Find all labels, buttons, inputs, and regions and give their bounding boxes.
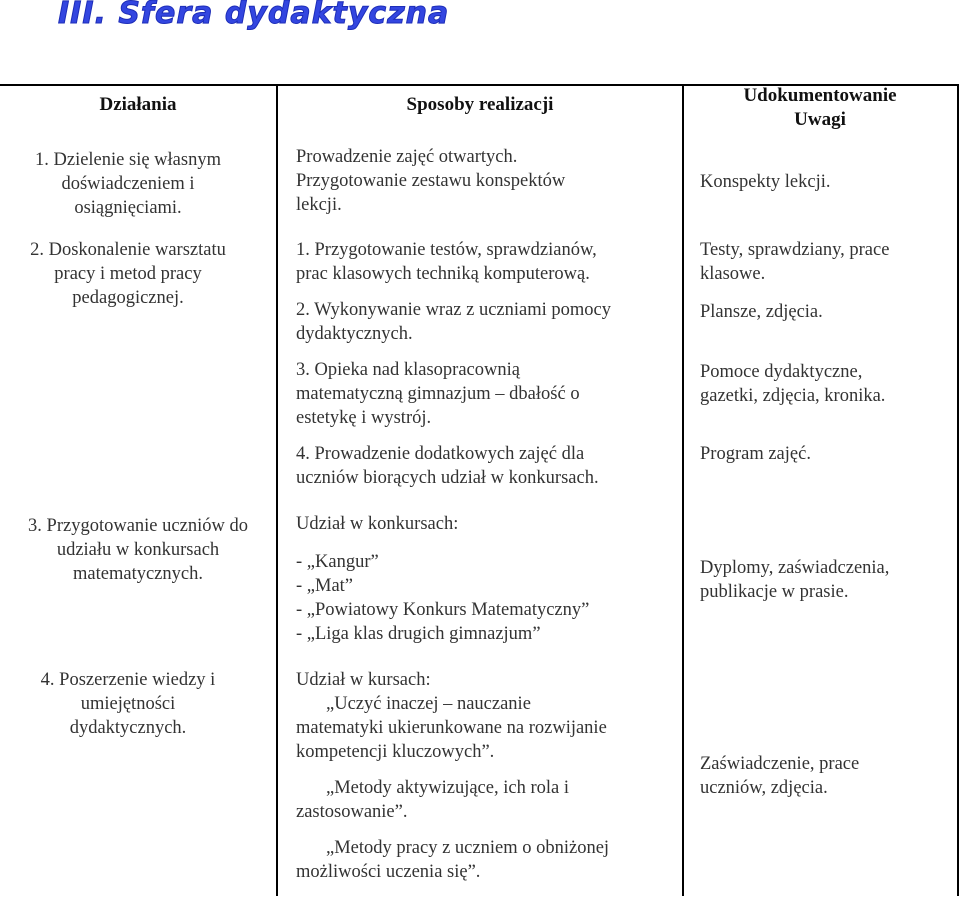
row-4-methods: Udział w kursach: „Uczyć inaczej – nauczanie matematyki ukierunkowane na rozwijanie kompetencji kluczowych”. „Metody aktywizujące, ich rola i zastosowanie”. „Metody pracy z uczniem o obniżonej możliwości uczenia się”. [296, 668, 680, 896]
course-item: „Metody aktywizujące, ich rola i zastosowanie”. [296, 778, 569, 822]
row-3-action: 3. Przygotowanie uczniów do udziału w konkursach matematycznych. [28, 516, 248, 584]
header-actions: Działania [99, 94, 177, 115]
row-4-action: 4. Poszerzenie wiedzy i umiejętności dydaktycznych. [40, 670, 216, 738]
contest-item: - „Powiatowy Konkurs Matematyczny” [296, 600, 590, 620]
method-item: 1. Przygotowanie testów, sprawdzianów, prac klasowych techniką komputerową. [296, 240, 597, 284]
column-divider [682, 84, 684, 896]
doc-item: Pomoce dydaktyczne, gazetki, zdjęcia, kronika. [700, 362, 886, 406]
method-item: 4. Prowadzenie dodatkowych zajęć dla uczniów biorących udział w konkursach. [296, 444, 599, 488]
column-divider [957, 84, 959, 896]
row-1-action: 1. Dzielenie się własnym doświadczeniem i osiągnięciami. [35, 150, 221, 218]
row-2-methods [296, 238, 680, 502]
contest-item: - „Mat” [296, 576, 354, 596]
course-item: „Metody pracy z uczniem o obniżonej możliwości uczenia się”. [296, 838, 610, 882]
header-documentation: Udokumentowanie Uwagi [743, 85, 897, 130]
course-item: „Uczyć inaczej – nauczanie matematyki ukierunkowane na rozwijanie kompetencji kluczowych”. [296, 694, 607, 762]
section-heading: III. Sfera dydaktyczna [58, 0, 450, 31]
method-item: 3. Opieka nad klasopracownią matematyczną gimnazjum – dbałość o estetykę i wystrój. [296, 360, 580, 428]
header-methods: Sposoby realizacji [406, 94, 554, 115]
row-1-docs: Konspekty lekcji. [700, 172, 831, 192]
contest-item: - „Kangur” [296, 552, 379, 572]
doc-item: Program zajęć. [700, 444, 811, 464]
row-2-action: 2. Doskonalenie warsztatu pracy i metod pracy pedagogicznej. [30, 240, 226, 308]
doc-item: Testy, sprawdziany, prace klasowe. [700, 240, 890, 284]
contest-item: - „Liga klas drugich gimnazjum” [296, 624, 541, 644]
row-3-methods: Udział w konkursach: - „Kangur” - „Mat” - „Powiatowy Konkurs Matematyczny” - „Liga klas drugich gimnazjum” [296, 512, 680, 646]
row-4-docs: Zaświadczenie, prace uczniów, zdjęcia. [700, 754, 860, 798]
column-divider [276, 84, 278, 896]
row-3-docs: Dyplomy, zaświadczenia, publikacje w prasie. [700, 558, 890, 602]
row-1-methods: Prowadzenie zajęć otwartych. Przygotowanie zestawu konspektów lekcji. [296, 147, 566, 215]
method-item: 2. Wykonywanie wraz z uczniami pomocy dydaktycznych. [296, 300, 611, 344]
doc-item: Plansze, zdjęcia. [700, 302, 823, 322]
